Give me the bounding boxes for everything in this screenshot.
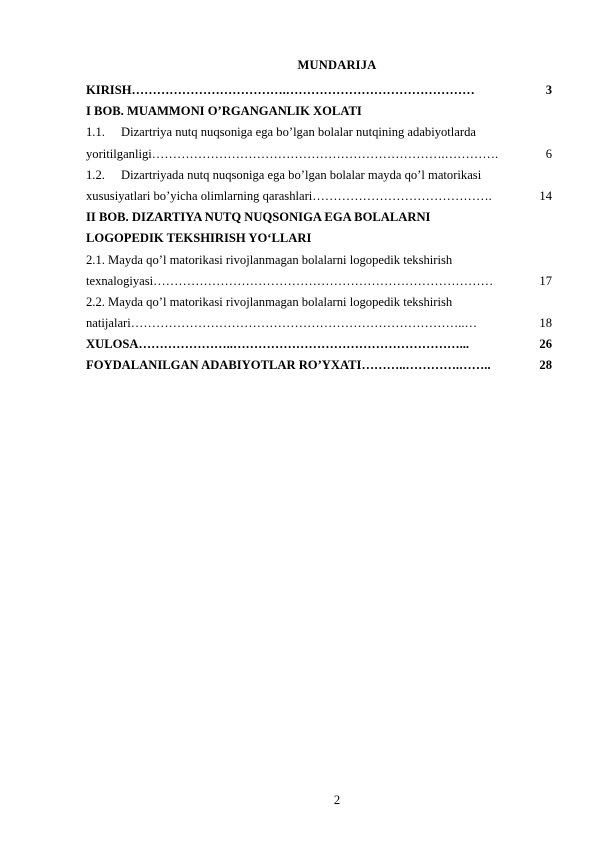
- toc-entry-xulosa: [86, 334, 552, 355]
- toc-entry-leader: ………..………….……..: [361, 358, 491, 373]
- toc-entry-text: I BOB. MUAMMONI O’RGANGANLIK XOLATI: [86, 104, 362, 119]
- table-of-contents: [86, 80, 552, 377]
- toc-entry-1-2: [86, 165, 552, 186]
- toc-entry-number: 1.1.: [86, 125, 105, 140]
- toc-entry-leader: …………………………………………………………….………….: [151, 146, 499, 161]
- toc-entry-leader: ……………………………………………………………………..…: [130, 316, 478, 331]
- toc-entry-chapter-2-cont: [86, 228, 552, 249]
- toc-entry-leader: ………………………………………………………………………: [153, 273, 494, 288]
- toc-entry-text: II BOB. DIZARTIYA NUTQ NUQSONIGA EGA BOLALARNI: [86, 210, 431, 225]
- toc-entry-page: 6: [545, 146, 552, 161]
- toc-entry-text: LOGOPEDIK TEKSHIRISH YO‘LLARI: [86, 231, 312, 246]
- toc-entry-page: 14: [539, 188, 552, 203]
- toc-entry-page: 17: [539, 273, 552, 288]
- toc-entry-text: xususiyatlari bo’yicha olimlarning qarashlari: [86, 188, 313, 203]
- toc-entry-chapter-1: [86, 101, 552, 122]
- toc-entry-chapter-2: [86, 207, 552, 228]
- toc-entry-text: Dizartriyada nutq nuqsoniga ega bo’lgan bolalar mayda qo’l matorikasi: [121, 167, 482, 182]
- toc-entry-leader: …………………………………….: [312, 188, 492, 203]
- toc-entry-text: yoritilganligi: [86, 146, 152, 161]
- toc-entry-1-1-cont: [86, 144, 552, 165]
- page-number: 2: [333, 793, 341, 807]
- toc-title: MUNDARIJA: [297, 58, 377, 72]
- toc-entry-kirish: [86, 80, 552, 101]
- toc-entry-page: 28: [539, 358, 552, 373]
- toc-entry-leader: …………………..………………………………………………...: [138, 337, 470, 352]
- toc-entry-2-2: [86, 292, 552, 313]
- toc-entry-page: 26: [539, 337, 552, 352]
- toc-entry-leader: ……………………………….………………………………………: [131, 83, 475, 97]
- toc-entry-text: texnalogiyasi: [86, 273, 154, 288]
- toc-entry-text: FOYDALANILGAN ADABIYOTLAR RO’YXATI: [86, 358, 362, 373]
- toc-entry-2-1-cont: [86, 271, 552, 292]
- toc-entry-page: 18: [539, 316, 552, 331]
- toc-entry-number: 1.2.: [86, 167, 105, 182]
- toc-entry-1-2-cont: [86, 186, 552, 207]
- toc-entry-text: Dizartriya nutq nuqsoniga ega bo’lgan bolalar nutqining adabiyotlarda: [121, 125, 476, 140]
- toc-entry-text: 2.2. Mayda qo’l matorikasi rivojlanmagan bolalarni logopedik tekshirish: [86, 294, 453, 309]
- toc-entry-references: [86, 355, 552, 376]
- toc-entry-text: natijalari: [86, 316, 131, 331]
- toc-entry-2-1: [86, 250, 552, 271]
- toc-entry-1-1: [86, 122, 552, 143]
- toc-entry-page: 3: [545, 83, 552, 97]
- toc-entry-text: KIRISH: [86, 83, 132, 97]
- toc-entry-2-2-cont: [86, 313, 552, 334]
- toc-entry-text: XULOSA: [86, 337, 139, 352]
- toc-entry-text: 2.1. Mayda qo’l matorikasi rivojlanmagan bolalarni logopedik tekshirish: [86, 252, 453, 267]
